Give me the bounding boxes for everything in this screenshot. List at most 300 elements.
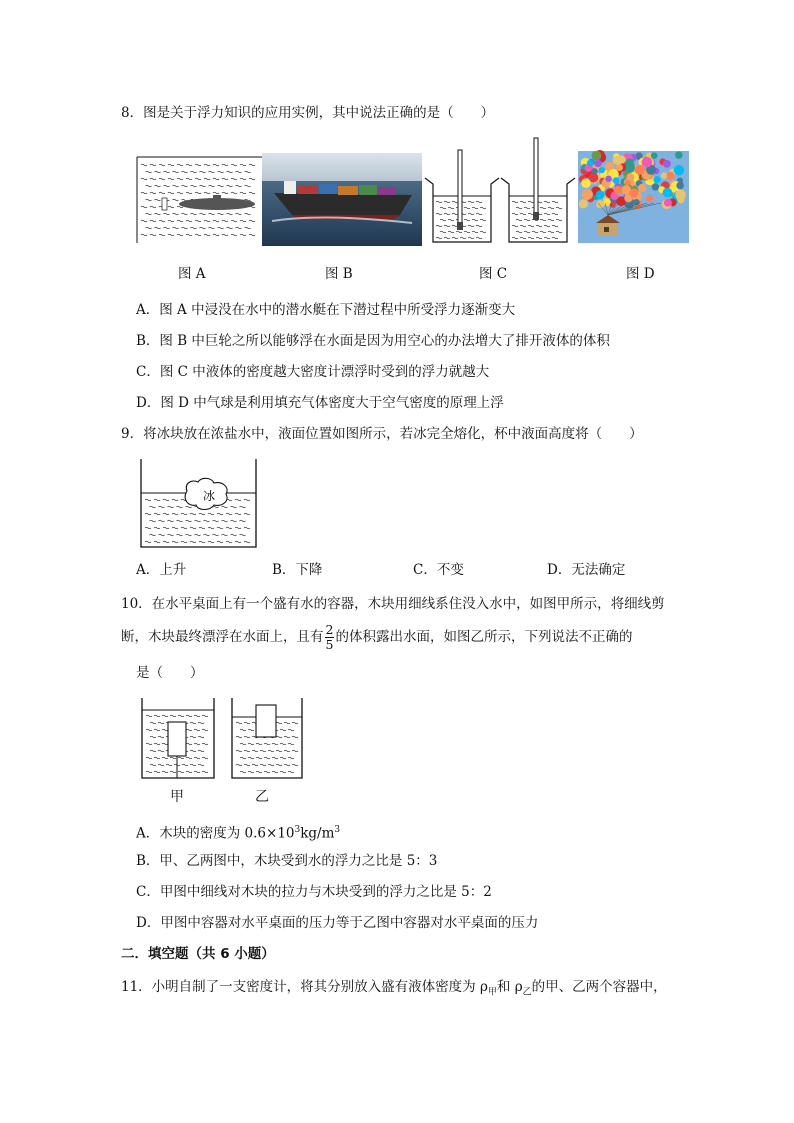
water-wave-mark — [194, 715, 200, 717]
balloon-mark — [592, 151, 602, 161]
water-wave-mark — [166, 764, 172, 766]
water-wave-mark — [213, 234, 219, 236]
water-wave-mark — [240, 234, 246, 236]
water-wave-mark — [544, 225, 550, 227]
water-wave-mark — [162, 771, 168, 773]
balloon-mark — [638, 184, 646, 192]
water-wave-mark — [154, 527, 160, 529]
water-wave-mark — [556, 219, 562, 221]
water-wave-mark — [244, 722, 250, 724]
water-wave-mark — [155, 199, 161, 201]
water-wave-mark — [218, 185, 224, 187]
water-wave-mark — [168, 234, 174, 236]
water-wave-mark — [249, 178, 255, 180]
water-wave-mark — [202, 729, 208, 731]
water-wave-mark — [204, 178, 210, 180]
balloon-mark — [675, 151, 683, 159]
water-wave-mark — [556, 207, 562, 209]
q8-option-d: D．图 D 中气球是利用填充气体密度大于空气密度的原理上浮 — [136, 395, 504, 411]
water-wave-mark — [540, 207, 546, 209]
water-wave-mark — [240, 743, 246, 745]
water-wave-mark — [204, 192, 210, 194]
water-wave-mark — [146, 227, 152, 229]
q8-option-b: B．图 B 中巨轮之所以能够浮在水面是因为用空心的办法增大了排开液体的体积 — [136, 333, 610, 349]
water-wave-mark — [236, 750, 242, 752]
water-wave-mark — [141, 192, 147, 194]
q10-stem-line1: 10．在水平桌面上有一个盛有水的容器，木块用细线系住没入水中，如图甲所示，将细线剪 — [121, 596, 665, 612]
water-wave-mark — [162, 715, 168, 717]
water-wave-mark — [186, 220, 192, 222]
water-wave-mark — [155, 213, 161, 215]
water-wave-mark — [272, 743, 278, 745]
fig-q10-jia — [141, 698, 216, 780]
water-wave-mark — [248, 729, 254, 731]
q11-stem: 11．小明自制了一支密度计，将其分别放入盛有液体密度为 $\rho_甲$和 $\rho_乙$的甲、乙两个容器中， — [121, 979, 667, 998]
water-wave-mark — [209, 185, 215, 187]
water-wave-mark — [159, 192, 165, 194]
water-wave-mark — [150, 178, 156, 180]
water-wave-mark — [213, 220, 219, 222]
balloon-mark — [587, 160, 593, 166]
water-wave-mark — [472, 207, 478, 209]
water-wave-mark — [528, 225, 534, 227]
water-wave-mark — [190, 513, 196, 515]
water-wave-mark — [444, 225, 450, 227]
water-wave-mark — [213, 192, 219, 194]
water-wave-mark — [198, 764, 204, 766]
water-wave-mark — [480, 231, 486, 233]
caption-fig-b: 图 B — [325, 266, 353, 282]
water-wave-mark — [268, 750, 274, 752]
water-wave-mark — [158, 764, 164, 766]
water-wave-mark — [159, 220, 165, 222]
water-wave-mark — [181, 513, 187, 515]
water-wave-mark — [200, 171, 206, 173]
water-wave-mark — [512, 213, 518, 215]
water-wave-mark — [460, 237, 466, 239]
water-wave-mark — [177, 534, 183, 536]
water-wave-mark — [236, 736, 242, 738]
caption-fig-d: 图 D — [626, 266, 655, 282]
water-wave-mark — [199, 541, 205, 543]
water-wave-mark — [177, 206, 183, 208]
water-wave-mark — [222, 192, 228, 194]
balloon-mark — [661, 172, 667, 178]
q10-stem-line2: 断，木块最终漂浮在水面上，且有 $\frac{2}{5}$ 的体积露出水面，如图乙所示，下列说法不正确的 — [121, 622, 633, 652]
water-wave-mark — [540, 231, 546, 233]
water-wave-mark — [168, 534, 174, 536]
water-wave-mark — [213, 178, 219, 180]
water-wave-mark — [168, 164, 174, 166]
water-wave-mark — [217, 541, 223, 543]
water-wave-mark — [158, 750, 164, 752]
water-wave-mark — [222, 178, 228, 180]
water-wave-mark — [204, 520, 210, 522]
water-wave-mark — [548, 231, 554, 233]
q10-option-d: D．甲图中容器对水平桌面的压力等于乙图中容器对水平桌面的压力 — [136, 915, 539, 931]
water-wave-mark — [154, 715, 160, 717]
water-wave-mark — [520, 201, 526, 203]
water-wave-mark — [150, 722, 156, 724]
water-wave-mark — [456, 231, 462, 233]
balloon-mark — [613, 177, 619, 183]
water-wave-mark — [240, 192, 246, 194]
water-wave-mark — [162, 743, 168, 745]
water-wave-mark — [235, 527, 241, 529]
water-wave-mark — [199, 513, 205, 515]
water-wave-mark — [245, 227, 251, 229]
water-wave-mark — [249, 234, 255, 236]
fig-a-submarine — [137, 151, 262, 243]
water-wave-mark — [155, 227, 161, 229]
water-wave-mark — [170, 771, 176, 773]
water-wave-mark — [154, 771, 160, 773]
water-wave-mark — [236, 171, 242, 173]
water-wave-mark — [218, 171, 224, 173]
water-wave-mark — [173, 171, 179, 173]
water-wave-mark — [141, 220, 147, 222]
q8-stem: 8．图是关于浮力知识的应用实例，其中说法正确的是（ ） — [121, 105, 495, 121]
water-wave-mark — [231, 178, 237, 180]
water-wave-mark — [194, 757, 200, 759]
water-wave-mark — [191, 227, 197, 229]
water-wave-mark — [146, 213, 152, 215]
fig-b-ship-photo — [262, 153, 422, 246]
water-wave-mark — [444, 213, 450, 215]
water-wave-mark — [448, 231, 454, 233]
fig-q9-ice-beaker — [140, 459, 258, 549]
q10-option-a: A．木块的密度为 $0.6\times 10^3kg/m^3$ — [136, 825, 341, 842]
water-wave-mark — [236, 185, 242, 187]
water-wave-mark — [231, 164, 237, 166]
water-wave-mark — [145, 513, 151, 515]
water-wave-mark — [145, 527, 151, 529]
water-wave-mark — [280, 729, 286, 731]
water-wave-mark — [146, 729, 152, 731]
balloon-mark — [579, 199, 588, 208]
water-wave-mark — [272, 757, 278, 759]
water-wave-mark — [476, 237, 482, 239]
water-wave-mark — [182, 227, 188, 229]
balloon-mark — [616, 164, 623, 171]
water-wave-mark — [252, 764, 258, 766]
water-wave-mark — [240, 771, 246, 773]
water-wave-mark — [480, 219, 486, 221]
fig-label-yi: 乙 — [255, 789, 269, 805]
water-wave-mark — [240, 729, 246, 731]
water-wave-mark — [141, 206, 147, 208]
water-wave-mark — [248, 743, 254, 745]
water-wave-mark — [208, 527, 214, 529]
water-wave-mark — [536, 225, 542, 227]
water-wave-mark — [213, 164, 219, 166]
water-wave-mark — [248, 771, 254, 773]
water-wave-mark — [190, 541, 196, 543]
water-wave-mark — [173, 227, 179, 229]
water-wave-mark — [532, 231, 538, 233]
water-wave-mark — [159, 506, 165, 508]
water-wave-mark — [200, 185, 206, 187]
water-wave-mark — [235, 513, 241, 515]
water-wave-mark — [512, 201, 518, 203]
water-wave-mark — [552, 237, 558, 239]
water-wave-mark — [150, 164, 156, 166]
water-wave-mark — [163, 527, 169, 529]
water-wave-mark — [178, 715, 184, 717]
water-wave-mark — [284, 750, 290, 752]
water-wave-mark — [244, 527, 250, 529]
water-wave-mark — [177, 220, 183, 222]
fig-d-balloons-photo — [578, 151, 689, 243]
balloon-mark — [596, 200, 604, 208]
water-wave-mark — [512, 237, 518, 239]
water-wave-mark — [288, 743, 294, 745]
q10-option-c: C．甲图中细线对木块的拉力与木块受到的浮力之比是 5：2 — [136, 884, 492, 900]
water-wave-mark — [164, 171, 170, 173]
water-wave-mark — [154, 729, 160, 731]
water-wave-mark — [227, 171, 233, 173]
water-wave-mark — [150, 736, 156, 738]
water-wave-mark — [468, 225, 474, 227]
water-wave-mark — [248, 757, 254, 759]
water-wave-mark — [256, 771, 262, 773]
water-wave-mark — [178, 757, 184, 759]
water-wave-mark — [528, 237, 534, 239]
water-wave-mark — [524, 219, 530, 221]
water-wave-mark — [244, 499, 250, 501]
water-wave-mark — [150, 764, 156, 766]
water-wave-mark — [218, 227, 224, 229]
water-wave-mark — [190, 722, 196, 724]
water-wave-mark — [182, 171, 188, 173]
water-wave-mark — [155, 185, 161, 187]
water-wave-mark — [260, 764, 266, 766]
water-wave-mark — [208, 541, 214, 543]
water-wave-mark — [202, 771, 208, 773]
water-wave-mark — [200, 213, 206, 215]
water-wave-mark — [476, 213, 482, 215]
balloon-mark — [614, 186, 623, 195]
water-wave-mark — [222, 506, 228, 508]
water-wave-mark — [168, 520, 174, 522]
water-wave-mark — [244, 541, 250, 543]
water-wave-mark — [231, 534, 237, 536]
balloon-mark — [613, 156, 622, 165]
water-wave-mark — [141, 164, 147, 166]
water-wave-mark — [222, 220, 228, 222]
water-wave-mark — [150, 750, 156, 752]
water-wave-mark — [146, 171, 152, 173]
caption-fig-a: 图 A — [178, 266, 206, 282]
water-wave-mark — [292, 764, 298, 766]
water-wave-mark — [448, 219, 454, 221]
water-wave-mark — [249, 220, 255, 222]
water-wave-mark — [452, 213, 458, 215]
water-wave-mark — [159, 178, 165, 180]
water-wave-mark — [240, 506, 246, 508]
water-wave-mark — [146, 771, 152, 773]
water-wave-mark — [284, 736, 290, 738]
q9-option-c: C．不变 — [413, 562, 464, 578]
water-wave-mark — [476, 225, 482, 227]
water-wave-mark — [218, 213, 224, 215]
ice-label: 冰 — [203, 489, 216, 503]
water-wave-mark — [191, 213, 197, 215]
water-wave-mark — [170, 757, 176, 759]
q8-option-c: C．图 C 中液体的密度越大密度计漂浮时受到的浮力就越大 — [136, 364, 490, 380]
water-wave-mark — [177, 164, 183, 166]
water-wave-mark — [476, 201, 482, 203]
water-wave-mark — [292, 736, 298, 738]
water-wave-mark — [145, 541, 151, 543]
water-wave-mark — [236, 722, 242, 724]
water-wave-mark — [159, 234, 165, 236]
water-wave-mark — [480, 207, 486, 209]
water-wave-mark — [162, 729, 168, 731]
water-wave-mark — [177, 234, 183, 236]
q9-option-d: D．无法确定 — [547, 562, 626, 578]
water-wave-mark — [202, 757, 208, 759]
water-wave-mark — [520, 237, 526, 239]
water-wave-mark — [516, 219, 522, 221]
water-wave-mark — [164, 213, 170, 215]
water-wave-mark — [249, 164, 255, 166]
water-wave-mark — [195, 164, 201, 166]
water-wave-mark — [440, 231, 446, 233]
balloon-mark — [581, 178, 591, 188]
balloon-mark — [667, 172, 675, 180]
water-wave-mark — [146, 199, 152, 201]
water-wave-mark — [240, 164, 246, 166]
water-wave-mark — [448, 207, 454, 209]
water-wave-mark — [150, 234, 156, 236]
balloon-mark — [651, 152, 658, 159]
water-wave-mark — [552, 213, 558, 215]
water-wave-mark — [159, 164, 165, 166]
water-wave-mark — [145, 499, 151, 501]
water-wave-mark — [444, 237, 450, 239]
water-wave-mark — [217, 527, 223, 529]
balloon-mark — [642, 157, 653, 168]
water-wave-mark — [190, 527, 196, 529]
water-wave-mark — [544, 237, 550, 239]
water-wave-mark — [436, 213, 442, 215]
water-wave-mark — [198, 722, 204, 724]
q10-option-b: B．甲、乙两图中，木块受到水的浮力之比是 5：3 — [136, 853, 438, 869]
water-wave-mark — [276, 750, 282, 752]
water-wave-mark — [172, 527, 178, 529]
water-wave-mark — [548, 219, 554, 221]
water-wave-mark — [231, 192, 237, 194]
balloon-mark — [677, 196, 684, 203]
water-wave-mark — [288, 757, 294, 759]
water-wave-mark — [240, 520, 246, 522]
balloon-mark — [625, 163, 635, 173]
water-wave-mark — [252, 750, 258, 752]
water-wave-mark — [154, 513, 160, 515]
water-wave-mark — [516, 207, 522, 209]
water-wave-mark — [276, 736, 282, 738]
water-wave-mark — [236, 227, 242, 229]
balloon-mark — [605, 176, 611, 182]
water-wave-mark — [190, 764, 196, 766]
water-wave-mark — [154, 499, 160, 501]
water-wave-mark — [194, 771, 200, 773]
fraction-two-fifths: $\frac{2}{5}$ — [325, 622, 334, 652]
water-wave-mark — [520, 213, 526, 215]
water-wave-mark — [154, 541, 160, 543]
balloon-mark — [630, 188, 639, 197]
water-wave-mark — [181, 541, 187, 543]
water-wave-mark — [168, 206, 174, 208]
water-wave-mark — [146, 743, 152, 745]
water-wave-mark — [154, 743, 160, 745]
balloon-mark — [676, 182, 684, 190]
q8-option-a: A．图 A 中浸没在水中的潜水艇在下潜过程中所受浮力逐渐变大 — [136, 302, 516, 318]
q9-option-b: B．下降 — [272, 562, 323, 578]
water-wave-mark — [236, 213, 242, 215]
water-wave-mark — [222, 164, 228, 166]
water-wave-mark — [173, 199, 179, 201]
water-wave-mark — [272, 771, 278, 773]
water-wave-mark — [236, 764, 242, 766]
water-wave-mark — [141, 234, 147, 236]
water-wave-mark — [195, 234, 201, 236]
water-wave-mark — [468, 213, 474, 215]
water-wave-mark — [150, 520, 156, 522]
water-wave-mark — [198, 750, 204, 752]
water-wave-mark — [150, 192, 156, 194]
water-wave-mark — [163, 513, 169, 515]
water-wave-mark — [190, 750, 196, 752]
water-wave-mark — [209, 227, 215, 229]
water-wave-mark — [195, 178, 201, 180]
water-wave-mark — [141, 178, 147, 180]
water-wave-mark — [163, 499, 169, 501]
water-wave-mark — [191, 171, 197, 173]
water-wave-mark — [436, 225, 442, 227]
water-wave-mark — [516, 231, 522, 233]
water-wave-mark — [280, 757, 286, 759]
water-wave-mark — [452, 201, 458, 203]
water-wave-mark — [194, 743, 200, 745]
water-wave-mark — [186, 729, 192, 731]
water-wave-mark — [235, 499, 241, 501]
water-wave-mark — [162, 757, 168, 759]
water-wave-mark — [226, 541, 232, 543]
water-wave-mark — [204, 234, 210, 236]
water-wave-mark — [240, 220, 246, 222]
water-wave-mark — [244, 736, 250, 738]
water-wave-mark — [240, 534, 246, 536]
water-wave-mark — [276, 764, 282, 766]
submarine-icon — [162, 195, 255, 210]
water-wave-mark — [202, 743, 208, 745]
water-wave-mark — [199, 527, 205, 529]
beaker-left — [425, 150, 499, 242]
balloon-mark — [663, 188, 672, 197]
fig-label-jia: 甲 — [170, 789, 184, 805]
water-wave-mark — [195, 192, 201, 194]
water-wave-mark — [226, 527, 232, 529]
caption-fig-c: 图 C — [479, 266, 508, 282]
water-wave-mark — [186, 757, 192, 759]
water-wave-mark — [245, 185, 251, 187]
water-wave-mark — [222, 534, 228, 536]
water-wave-mark — [186, 520, 192, 522]
water-wave-mark — [464, 219, 470, 221]
wood-block-icon — [256, 705, 276, 737]
